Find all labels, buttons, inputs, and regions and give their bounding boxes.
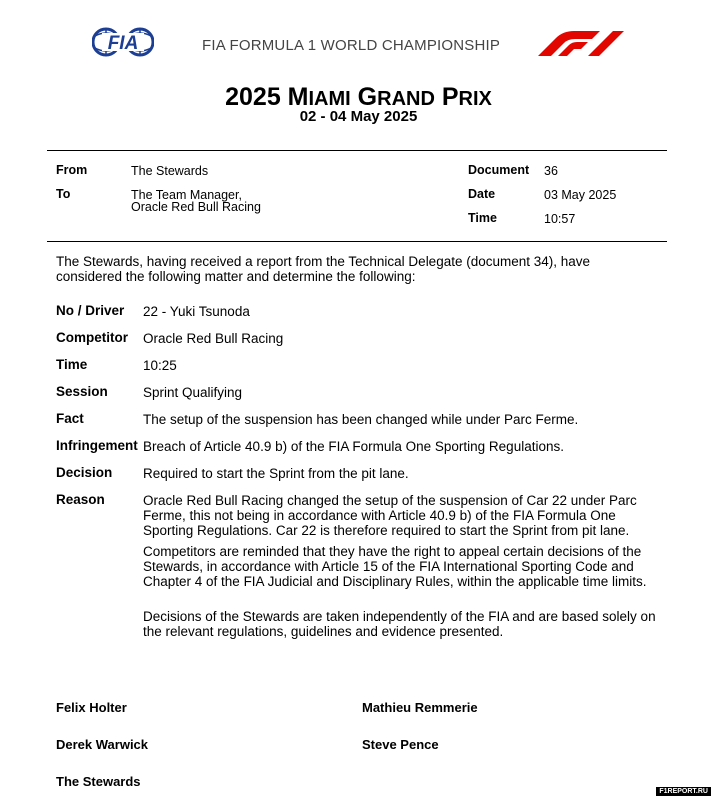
appeal-note: Competitors are reminded that they have the right to appeal certain decisions of the Stewards, in accordance with Article 15 of the FIA International Sporting Code and Chapter 4 of the FIA Judicial and Disciplinary Rules, within the applicable time limits. (143, 544, 647, 589)
top-divider (47, 150, 667, 151)
date-value: 03 May 2025 (544, 188, 617, 202)
session-label: Session (56, 384, 108, 399)
driver-value: 22 - Yuki Tsunoda (143, 304, 250, 319)
decision-label: Decision (56, 465, 113, 480)
driver-label: No / Driver (56, 303, 125, 318)
document-label: Document (468, 163, 530, 177)
meta-divider (47, 241, 667, 242)
independence-note: Decisions of the Stewards are taken independently of the FIA and are based solely on the relevant regulations, guidelines and evidence presented. (143, 609, 656, 639)
to-label: To (56, 187, 71, 201)
reason-value: Oracle Red Bull Racing changed the setup of the suspension of Car 22 under Parc Ferme, this not being in accordance with Article 40.9 b) of the FIA Formula One Sporting Regulations. Car 22 is therefore required to start the Sprint from pit lane. (143, 493, 637, 538)
document-value: 36 (544, 164, 558, 178)
watermark: F1REPORT.RU (656, 787, 711, 796)
stewards-footer: The Stewards (56, 774, 141, 789)
reason-label: Reason (56, 492, 105, 507)
event-dates: 02 - 04 May 2025 (299, 108, 418, 125)
competitor-value: Oracle Red Bull Racing (143, 331, 284, 346)
fact-value: The setup of the suspension has been changed while under Parc Ferme. (143, 412, 579, 427)
time-value: 10:57 (544, 212, 576, 226)
f1-logo-icon (538, 30, 624, 56)
to-value-line1: The Team Manager, (131, 188, 242, 202)
to-value-line2: Oracle Red Bull Racing (131, 200, 261, 214)
fia-logo-icon (92, 20, 154, 64)
incident-time-label: Time (56, 357, 88, 372)
from-value: The Stewards (131, 164, 209, 178)
steward-signature-2: Mathieu Remmerie (362, 700, 478, 715)
steward-signature-1: Felix Holter (56, 700, 127, 715)
competitor-label: Competitor (56, 330, 128, 345)
infringement-label: Infringement (56, 438, 138, 453)
championship-name: FIA FORMULA 1 WORLD CHAMPIONSHIP (202, 37, 501, 54)
fia-logo-text: FIA (107, 33, 139, 54)
time-label: Time (468, 211, 497, 225)
steward-signature-4: Steve Pence (362, 737, 439, 752)
incident-time-value: 10:25 (143, 358, 177, 373)
decision-value: Required to start the Sprint from the pit lane. (143, 466, 409, 481)
steward-signature-3: Derek Warwick (56, 737, 149, 752)
event-title: 2025 MIAMI GRAND PRIX (225, 83, 492, 111)
intro-paragraph: The Stewards, having received a report from the Technical Delegate (document 34), have considered the following matter and determine the following: (56, 254, 591, 284)
fact-label: Fact (56, 411, 84, 426)
infringement-value: Breach of Article 40.9 b) of the FIA Formula One Sporting Regulations. (143, 439, 564, 454)
session-value: Sprint Qualifying (143, 385, 243, 400)
document-header (0, 0, 717, 80)
date-label: Date (468, 187, 496, 201)
from-label: From (56, 163, 88, 177)
